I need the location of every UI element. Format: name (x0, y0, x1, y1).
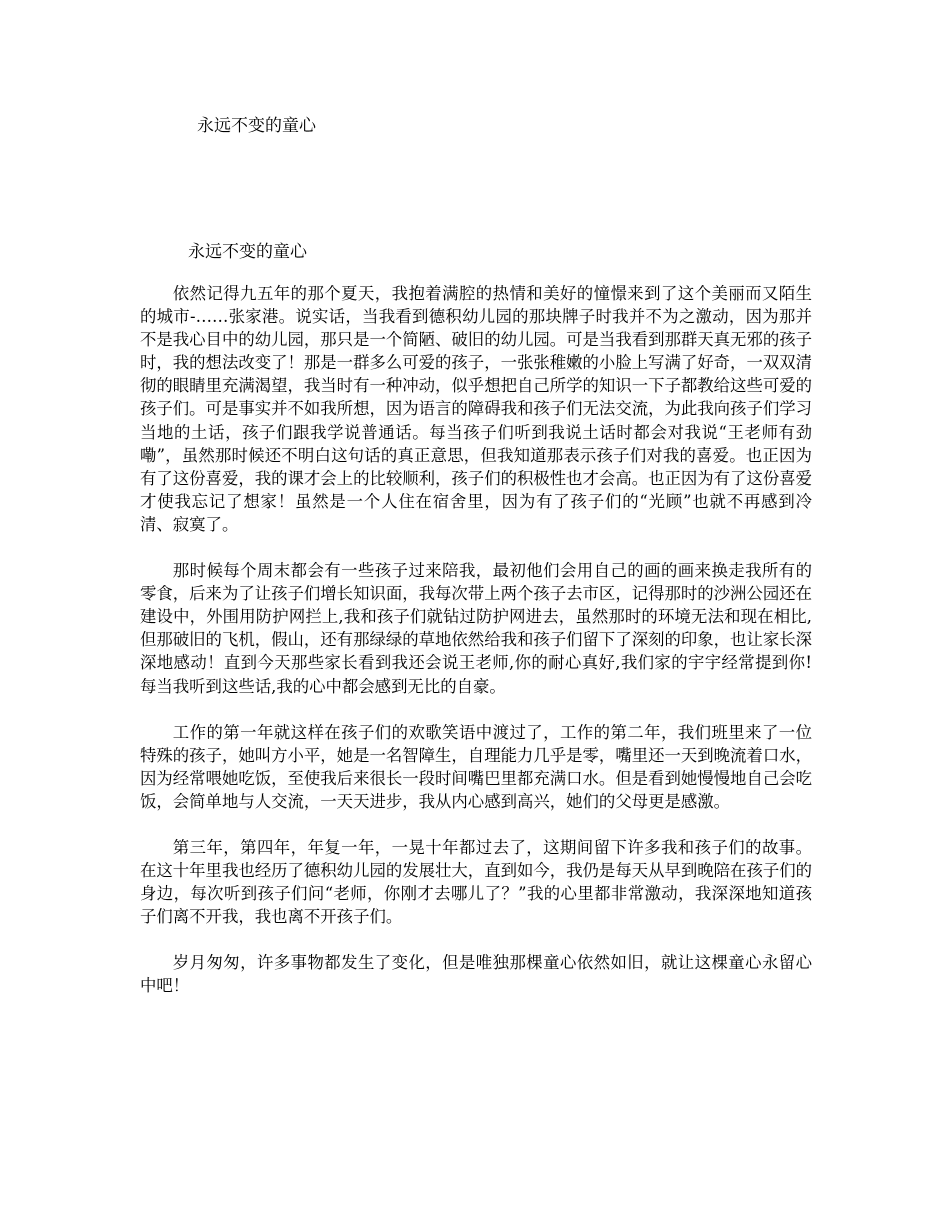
paragraph: 工作的第一年就这样在孩子们的欢歌笑语中渡过了，工作的第二年，我们班里来了一位特殊的孩子，她叫方小平，她是一名智障生，自理能力几乎是零，嘴里还一天到晚流着口水，因为经常喂她吃饭，至使我后来很长一段时间嘴巴里都充满口水。但是看到她慢慢地自己会吃饭，会简单地与人交流，一天天进步，我从内心感到高兴，她们的父母更是感激。 (140, 722, 813, 811)
paragraph: 那时候每个周末都会有一些孩子过来陪我，最初他们会用自己的画的画来换走我所有的零食，后来为了让孩子们增长知识面，我每次带上两个孩子去市区，记得那时的沙洲公园还在建设中，外围用防护网拦上,我和孩子们就钻过防护网进去，虽然那时的环境无法和现在相比,但那破旧的飞机，假山，还有那绿绿的草地依然给我和孩子们留下了深刻的印象，也让家长深深地感动！直到今天那些家长看到我还会说王老师,你的耐心真好,我们家的宇宇经常提到你!每当我听到这些话,我的心中都会感到无比的自豪。 (140, 561, 813, 696)
paragraph: 第三年，第四年，年复一年，一晃十年都过去了，这期间留下许多我和孩子们的故事。在这十年里我也经历了德积幼儿园的发展壮大，直到如今，我仍是每天从早到晚陪在孩子们的身边，每次听到孩子们问“老师，你刚才去哪儿了？”我的心里都非常激动，我深深地知道孩子们离不开我，我也离不开孩子们。 (140, 837, 813, 927)
document-body (140, 282, 812, 1021)
document-title: 永远不变的童心 (188, 242, 307, 262)
paragraph: 岁月匆匆，许多事物都发生了变化，但是唯独那棵童心依然如旧，就让这棵童心永留心中吧！ (140, 953, 812, 996)
paragraph: 依然记得九五年的那个夏天，我抱着满腔的热情和美好的憧憬来到了这个美丽而又陌生的城市-……张家港。说实话，当我看到德积幼儿园的那块牌子时我并不为之激动，因为那并不是我心目中的幼儿园，那只是一个简陋、破旧的幼儿园。可是当我看到那群天真无邪的孩子时，我的想法改变了！那是一群多么可爱的孩子，一张张稚嫩的小脸上写满了好奇，一双双清彻的眼睛里充满渴望，我当时有一种冲动，似乎想把自己所学的知识一下子都教给这些可爱的孩子们。可是事实并不如我所想，因为语言的障碍我和孩子们无法交流，为此我向孩子们学习当地的土话，孩子们跟我学说普通话。每当孩子们听到我说土话时都会对我说“王老师有劲嘞”，虽然那时候还不明白这句话的真正意思，但我知道那表示孩子们对我的喜爱。也正因为有了这份喜爱，我的课才会上的比较顺利，孩子们的积极性也才会高。也正因为有了这份喜爱才使我忘记了想家！虽然是一个人住在宿舍里，因为有了孩子们的“光顾”也就不再感到冷清、寂寞了。 (140, 284, 813, 534)
header-title: 永远不变的童心 (197, 116, 316, 136)
